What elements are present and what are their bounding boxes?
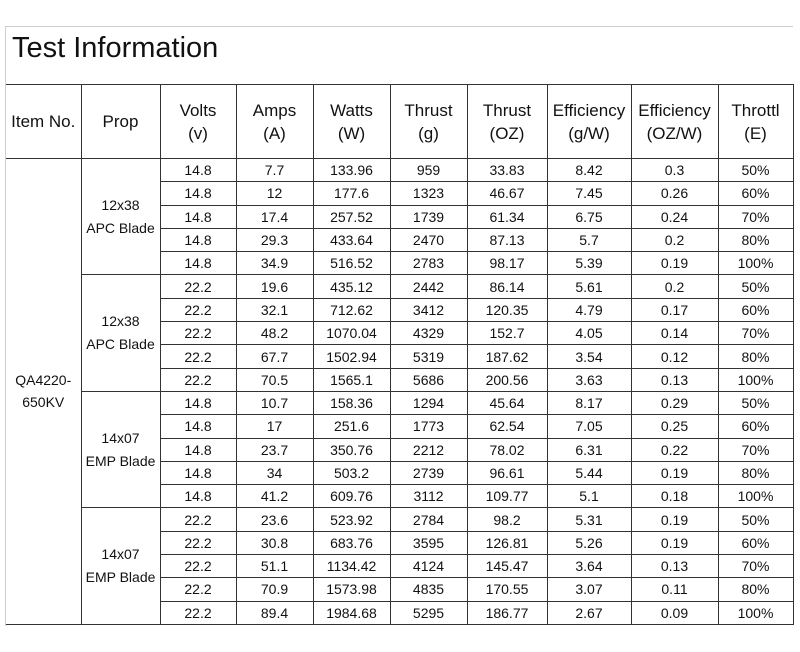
table-cell: 0.24 (631, 205, 718, 228)
table-cell: 60% (718, 415, 793, 438)
prop-cell (81, 391, 160, 507)
table-cell: 14.8 (160, 415, 236, 438)
table-cell: 60% (718, 182, 793, 205)
table-cell: 4.79 (547, 298, 631, 321)
header-unit: (A) (263, 123, 286, 143)
table-cell: 3.63 (547, 368, 631, 391)
table-cell: 14.8 (160, 182, 236, 205)
table-cell: 2.67 (547, 601, 631, 624)
table-cell: 22.2 (160, 531, 236, 554)
table-cell: 2739 (390, 461, 467, 484)
table-cell: 22.2 (160, 345, 236, 368)
column-header (390, 85, 467, 159)
table-cell: 0.11 (631, 578, 718, 601)
table-cell: 5.26 (547, 531, 631, 554)
header-unit: (g/W) (568, 123, 610, 143)
table-cell: 30.8 (236, 531, 313, 554)
table-cell: 0.13 (631, 368, 718, 391)
prop-cell (81, 508, 160, 624)
table-cell: 0.29 (631, 391, 718, 414)
table-cell: 251.6 (313, 415, 390, 438)
header-unit: (W) (337, 123, 366, 143)
table-cell: 80% (718, 461, 793, 484)
header-label: Thrust (404, 100, 453, 120)
prop-text: 12x38 (101, 196, 140, 213)
header-label: Amps (252, 100, 297, 120)
table-cell: 14.8 (160, 391, 236, 414)
table-cell: 22.2 (160, 298, 236, 321)
table-cell: 1984.68 (313, 601, 390, 624)
table-cell: 70% (718, 438, 793, 461)
prop-text: APC Blade (86, 219, 155, 236)
table-cell: 8.17 (547, 391, 631, 414)
table-cell: 152.7 (467, 322, 547, 345)
header-row (6, 85, 793, 159)
table-cell: 5.7 (547, 228, 631, 251)
column-header (547, 85, 631, 159)
table-cell: 0.19 (631, 461, 718, 484)
table-cell: 1134.42 (313, 555, 390, 578)
table-cell: 3.54 (547, 345, 631, 368)
prop-text: EMP Blade (85, 569, 156, 586)
table-cell: 683.76 (313, 531, 390, 554)
table-cell: 158.36 (313, 391, 390, 414)
table-cell: 12 (236, 182, 313, 205)
table-cell: 1070.04 (313, 322, 390, 345)
table-cell: 100% (718, 485, 793, 508)
table-cell: 109.77 (467, 485, 547, 508)
table-cell: 0.17 (631, 298, 718, 321)
prop-cell (81, 275, 160, 391)
table-cell: 14.8 (160, 252, 236, 275)
table-cell: 4835 (390, 578, 467, 601)
table-cell: 170.55 (467, 578, 547, 601)
table-cell: 67.7 (236, 345, 313, 368)
table-cell: 2212 (390, 438, 467, 461)
table-cell: 0.2 (631, 228, 718, 251)
table-cell: 3.64 (547, 555, 631, 578)
item-number-cell (6, 159, 81, 625)
table-cell: 60% (718, 298, 793, 321)
table-row (6, 508, 793, 531)
table-cell: 0.12 (631, 345, 718, 368)
table-cell: 5.61 (547, 275, 631, 298)
column-header (6, 85, 81, 159)
table-cell: 2784 (390, 508, 467, 531)
table-cell: 120.35 (467, 298, 547, 321)
header-label: Volts (179, 100, 217, 120)
table-cell: 32.1 (236, 298, 313, 321)
table-cell: 4329 (390, 322, 467, 345)
table-cell: 0.19 (631, 508, 718, 531)
table-cell: 70% (718, 555, 793, 578)
table-cell: 350.76 (313, 438, 390, 461)
table-cell: 14.8 (160, 461, 236, 484)
table-cell: 89.4 (236, 601, 313, 624)
table-cell: 7.05 (547, 415, 631, 438)
table-cell: 17.4 (236, 205, 313, 228)
table-cell: 22.2 (160, 578, 236, 601)
column-header (467, 85, 547, 159)
item-number-text: QA4220- (15, 372, 72, 389)
header-unit: (v) (188, 123, 208, 143)
table-cell: 0.3 (631, 159, 718, 182)
table-body (6, 159, 793, 625)
table-cell: 186.77 (467, 601, 547, 624)
table-cell: 22.2 (160, 275, 236, 298)
table-cell: 3.07 (547, 578, 631, 601)
table-cell: 1565.1 (313, 368, 390, 391)
table-cell: 7.45 (547, 182, 631, 205)
table-cell: 29.3 (236, 228, 313, 251)
item-number-text: 650KV (22, 394, 65, 411)
table-cell: 100% (718, 601, 793, 624)
table-cell: 33.83 (467, 159, 547, 182)
table-cell: 10.7 (236, 391, 313, 414)
table-cell: 46.67 (467, 182, 547, 205)
table-cell: 5.1 (547, 485, 631, 508)
table-cell: 41.2 (236, 485, 313, 508)
table-cell: 3412 (390, 298, 467, 321)
table-cell: 133.96 (313, 159, 390, 182)
table-cell: 51.1 (236, 555, 313, 578)
prop-text: APC Blade (86, 336, 155, 353)
table-row (6, 159, 793, 182)
table-cell: 61.34 (467, 205, 547, 228)
table-cell: 712.62 (313, 298, 390, 321)
table-cell: 4.05 (547, 322, 631, 345)
table-row (6, 275, 793, 298)
header-label: Thrust (482, 100, 532, 120)
header-unit: (E) (744, 123, 767, 143)
table-cell: 78.02 (467, 438, 547, 461)
table-cell: 22.2 (160, 601, 236, 624)
table-cell: 98.2 (467, 508, 547, 531)
table-cell: 2783 (390, 252, 467, 275)
table-cell: 4124 (390, 555, 467, 578)
prop-text: 14x07 (101, 429, 140, 446)
table-cell: 200.56 (467, 368, 547, 391)
column-header (313, 85, 390, 159)
table-cell: 433.64 (313, 228, 390, 251)
header-label: Watts (330, 100, 373, 120)
header-unit: (g) (418, 123, 439, 143)
prop-text: 14x07 (101, 546, 140, 563)
table-cell: 22.2 (160, 322, 236, 345)
table-cell: 435.12 (313, 275, 390, 298)
header-label: Throttl (731, 100, 780, 120)
table-cell: 14.8 (160, 485, 236, 508)
table-cell: 3112 (390, 485, 467, 508)
prop-text: EMP Blade (85, 452, 156, 469)
table-cell: 1323 (390, 182, 467, 205)
table-cell: 80% (718, 228, 793, 251)
table-cell: 0.2 (631, 275, 718, 298)
table-cell: 1502.94 (313, 345, 390, 368)
table-cell: 50% (718, 508, 793, 531)
table-cell: 86.14 (467, 275, 547, 298)
table-cell: 22.2 (160, 555, 236, 578)
table-cell: 126.81 (467, 531, 547, 554)
table-cell: 959 (390, 159, 467, 182)
table-cell: 0.13 (631, 555, 718, 578)
table-cell: 516.52 (313, 252, 390, 275)
column-header (236, 85, 313, 159)
table-cell: 0.18 (631, 485, 718, 508)
table-cell: 5295 (390, 601, 467, 624)
table-cell: 0.19 (631, 252, 718, 275)
table-cell: 2442 (390, 275, 467, 298)
table-cell: 87.13 (467, 228, 547, 251)
column-header (631, 85, 718, 159)
table-cell: 100% (718, 252, 793, 275)
table-cell: 48.2 (236, 322, 313, 345)
table-cell: 1773 (390, 415, 467, 438)
table-cell: 14.8 (160, 228, 236, 251)
table-cell: 17 (236, 415, 313, 438)
table-cell: 257.52 (313, 205, 390, 228)
page-title: Test Information (12, 32, 219, 64)
table-cell: 7.7 (236, 159, 313, 182)
header-label: Item No. (11, 112, 76, 131)
table-cell: 6.31 (547, 438, 631, 461)
table-cell: 145.47 (467, 555, 547, 578)
table-cell: 80% (718, 578, 793, 601)
spec-sheet (5, 26, 793, 626)
table-cell: 22.2 (160, 368, 236, 391)
table-cell: 5686 (390, 368, 467, 391)
table-cell: 0.22 (631, 438, 718, 461)
table-cell: 70.5 (236, 368, 313, 391)
table-cell: 98.17 (467, 252, 547, 275)
table-cell: 50% (718, 391, 793, 414)
prop-text: 12x38 (101, 313, 140, 330)
header-unit: (OZ/W) (646, 123, 703, 143)
table-cell: 8.42 (547, 159, 631, 182)
table-cell: 5.31 (547, 508, 631, 531)
table-cell: 14.8 (160, 205, 236, 228)
table-cell: 100% (718, 368, 793, 391)
table-cell: 19.6 (236, 275, 313, 298)
table-cell: 3595 (390, 531, 467, 554)
table-cell: 34.9 (236, 252, 313, 275)
column-header (81, 85, 160, 159)
test-data-table (6, 84, 794, 625)
table-cell: 177.6 (313, 182, 390, 205)
table-cell: 0.14 (631, 322, 718, 345)
table-cell: 5319 (390, 345, 467, 368)
table-cell: 5.39 (547, 252, 631, 275)
table-cell: 22.2 (160, 508, 236, 531)
table-cell: 50% (718, 159, 793, 182)
table-cell: 0.19 (631, 531, 718, 554)
table-cell: 0.09 (631, 601, 718, 624)
column-header (718, 85, 793, 159)
table-cell: 503.2 (313, 461, 390, 484)
table-cell: 6.75 (547, 205, 631, 228)
column-header (160, 85, 236, 159)
table-cell: 60% (718, 531, 793, 554)
table-row (6, 391, 793, 414)
table-cell: 80% (718, 345, 793, 368)
prop-cell (81, 159, 160, 275)
table-cell: 23.7 (236, 438, 313, 461)
table-cell: 2470 (390, 228, 467, 251)
header-label: Efficiency (638, 100, 711, 120)
table-cell: 14.8 (160, 438, 236, 461)
header-label: Efficiency (552, 100, 626, 120)
table-cell: 70.9 (236, 578, 313, 601)
header-unit: (OZ) (489, 123, 525, 143)
table-cell: 45.64 (467, 391, 547, 414)
table-cell: 1294 (390, 391, 467, 414)
table-cell: 609.76 (313, 485, 390, 508)
table-cell: 523.92 (313, 508, 390, 531)
table-cell: 70% (718, 322, 793, 345)
table-cell: 23.6 (236, 508, 313, 531)
table-cell: 34 (236, 461, 313, 484)
table-cell: 5.44 (547, 461, 631, 484)
table-cell: 0.25 (631, 415, 718, 438)
table-cell: 50% (718, 275, 793, 298)
table-cell: 187.62 (467, 345, 547, 368)
header-label: Prop (102, 112, 139, 131)
table-cell: 62.54 (467, 415, 547, 438)
table-cell: 1573.98 (313, 578, 390, 601)
table-cell: 1739 (390, 205, 467, 228)
table-cell: 14.8 (160, 159, 236, 182)
table-cell: 0.26 (631, 182, 718, 205)
table-cell: 70% (718, 205, 793, 228)
table-cell: 96.61 (467, 461, 547, 484)
